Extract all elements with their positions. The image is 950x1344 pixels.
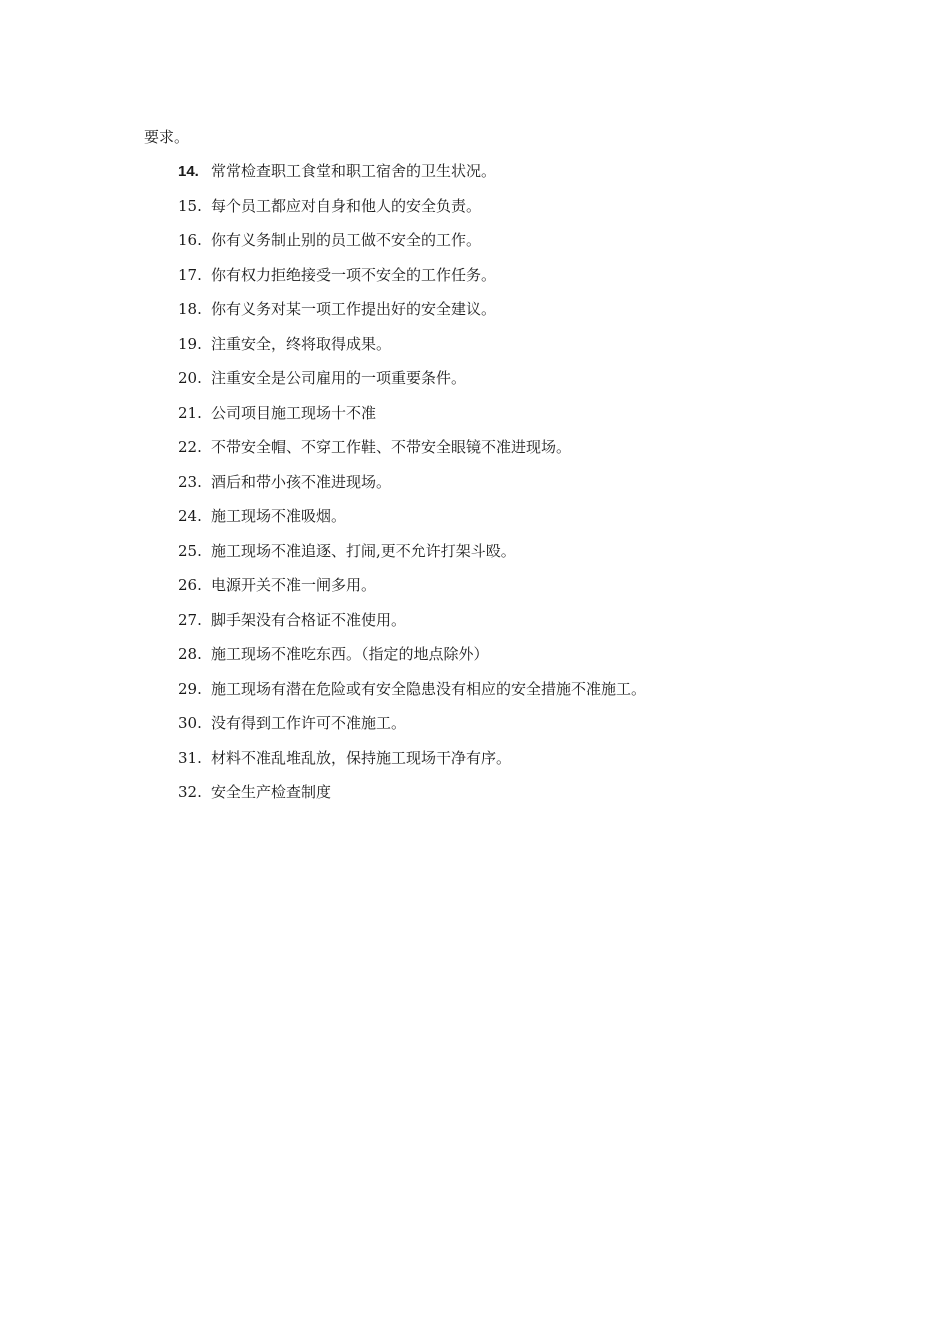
list-item xyxy=(178,229,646,264)
item-text: 不带安全帽、不穿工作鞋、不带安全眼镜不准进现场。 xyxy=(211,438,572,456)
item-text: 公司项目施工现场十不准 xyxy=(211,403,377,422)
item-text: 施工现场不准吃东西。（指定的地点除外） xyxy=(211,645,489,663)
list-item xyxy=(178,402,646,437)
item-number: 31. xyxy=(178,748,202,767)
item-text: 每个员工都应对自身和他人的安全负责。 xyxy=(211,196,482,215)
list-item xyxy=(178,264,646,299)
item-number: 17. xyxy=(178,265,202,284)
item-number: 24. xyxy=(178,507,202,525)
item-text: 施工现场不准追逐、打闹,更不允许打架斗殴。 xyxy=(211,541,516,560)
item-text: 注重安全，终将取得成果。 xyxy=(211,334,392,353)
item-number: 26. xyxy=(178,576,202,594)
list-item xyxy=(178,436,646,471)
item-number: 22. xyxy=(178,438,202,456)
item-number: 16. xyxy=(178,231,202,249)
list-item xyxy=(178,574,646,609)
list-item xyxy=(178,195,646,230)
item-number: 21. xyxy=(178,403,202,422)
numbered-list xyxy=(178,160,646,816)
item-text: 材料不准乱堆乱放，保持施工现场干净有序。 xyxy=(211,748,512,767)
item-text: 常常检查职工食堂和职工宿舍的卫生状况。 xyxy=(211,162,497,180)
list-item xyxy=(178,298,646,333)
item-number: 28. xyxy=(178,645,202,663)
item-number: 15. xyxy=(178,196,202,215)
item-number: 19. xyxy=(178,334,202,353)
item-text: 电源开关不准一闸多用。 xyxy=(211,576,377,594)
item-text: 你有权力拒绝接受一项不安全的工作任务。 xyxy=(211,265,497,284)
list-item xyxy=(178,678,646,713)
item-text: 施工现场不准吸烟。 xyxy=(211,507,347,525)
item-number: 20. xyxy=(178,369,202,387)
item-number: 25. xyxy=(178,541,202,560)
item-text: 你有义务制止别的员工做不安全的工作。 xyxy=(211,231,482,249)
item-number: 29. xyxy=(178,679,202,698)
continuation-text: 要求。 xyxy=(144,128,190,146)
list-item xyxy=(178,160,646,195)
item-text: 脚手架没有合格证不准使用。 xyxy=(211,610,407,629)
list-item xyxy=(178,781,646,816)
item-text: 施工现场有潜在危险或有安全隐患没有相应的安全措施不准施工。 xyxy=(211,679,647,698)
item-text: 安全生产检查制度 xyxy=(211,783,332,801)
list-item xyxy=(178,333,646,368)
item-number: 23. xyxy=(178,472,202,491)
item-text: 你有义务对某一项工作提出好的安全建议。 xyxy=(211,300,497,318)
item-text: 注重安全是公司雇用的一项重要条件。 xyxy=(211,369,467,387)
list-item xyxy=(178,643,646,678)
list-item xyxy=(178,367,646,402)
item-text: 酒后和带小孩不准进现场。 xyxy=(211,472,392,491)
list-item xyxy=(178,609,646,644)
item-number: 30. xyxy=(178,714,202,732)
list-item xyxy=(178,712,646,747)
item-number: 18. xyxy=(178,300,202,318)
list-item xyxy=(178,471,646,506)
list-item xyxy=(178,505,646,540)
list-item xyxy=(178,747,646,782)
item-number: 32. xyxy=(178,783,202,801)
item-number: 14. xyxy=(178,163,199,180)
list-item xyxy=(178,540,646,575)
item-text: 没有得到工作许可不准施工。 xyxy=(211,714,407,732)
item-number: 27. xyxy=(178,610,202,629)
